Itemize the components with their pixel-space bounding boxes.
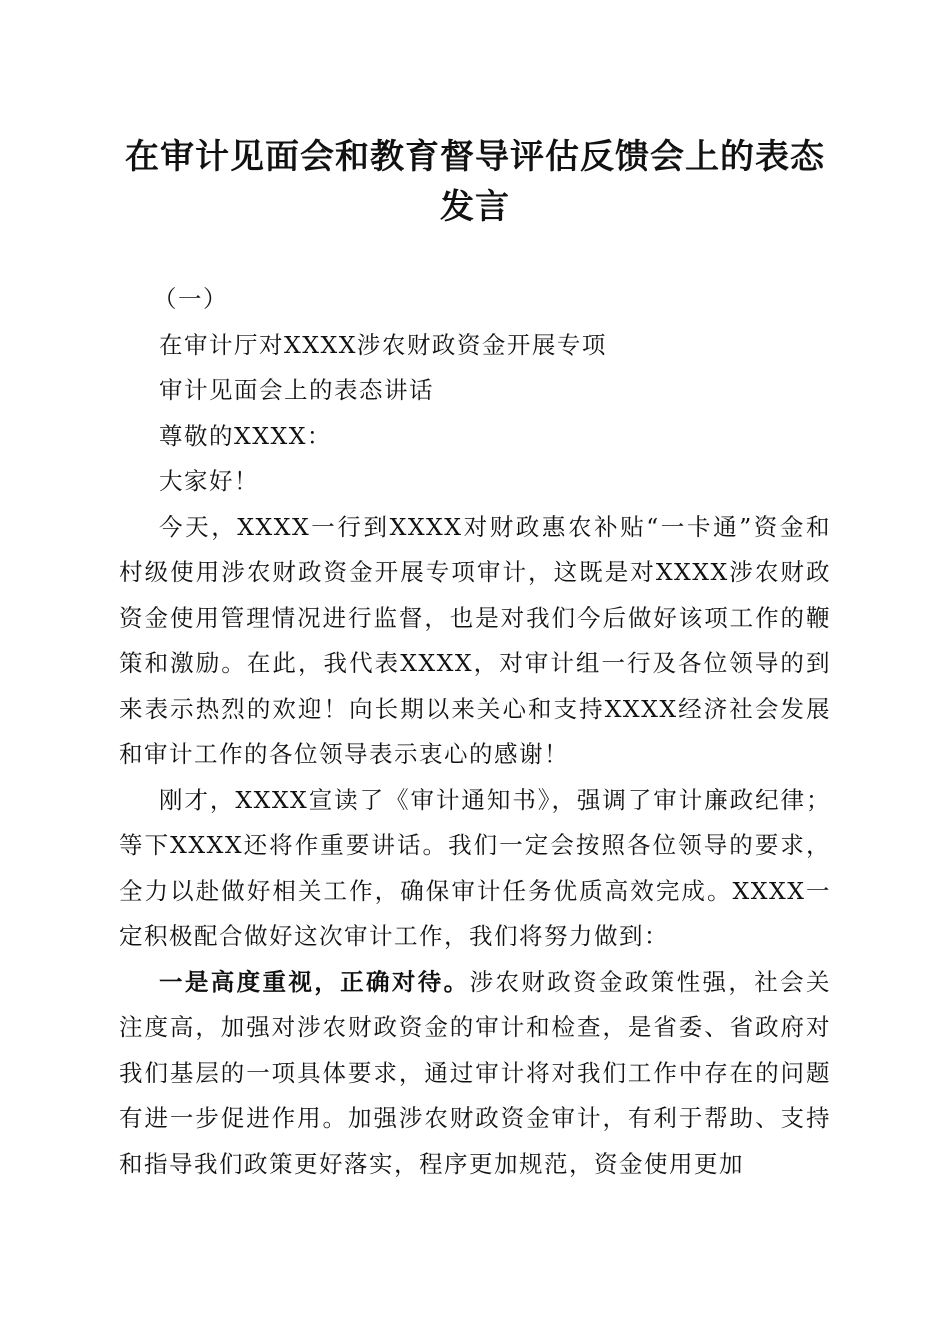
title-line-1: 在审计见面会和教育督导评估反馈会上的表态	[125, 137, 825, 177]
paragraph-1: 今天，XXXX一行到XXXX对财政惠农补贴“一卡通”资金和村级使用涉农财政资金开展专项审计，这既是对XXXX涉农财政资金使用管理情况进行监督，也是对我们今后做好该项工作的鞭策和激励。在此，我代表XXXX，对审计组一行及各位领导的到来表示热烈的欢迎！向长期以来关心和支持XXXX经济社会发展和审计工作的各位领导表示衷心的感谢！	[119, 512, 831, 768]
document-body	[119, 277, 831, 1187]
subtitle-line-1: 在审计厅对XXXX涉农财政资金开展专项	[159, 330, 607, 359]
title-line-2: 发言	[440, 187, 510, 227]
subtitle-line-2: 审计见面会上的表态讲话	[159, 376, 434, 404]
salutation: 尊敬的XXXX：	[159, 421, 332, 450]
paragraph-2: 刚才，XXXX宣读了《审计通知书》，强调了审计廉政纪律；等下XXXX还将作重要讲话。我们一定会按照各位领导的要求，全力以赴做好相关工作，确保审计任务优质高效完成。XXXX一定积极配合做好这次审计工作，我们将努力做到：	[119, 785, 831, 950]
greeting: 大家好！	[159, 467, 259, 495]
paragraph-3-text: 涉农财政资金政策性强，社会关注度高，加强对涉农财政资金的审计和检查，是省委、省政府对我们基层的一项具体要求，通过审计将对我们工作中存在的问题有进一步促进作用。加强涉农财政资金审计，有利于帮助、支持和指导我们政策更好落实，程序更加规范，资金使用更加	[119, 967, 832, 1178]
paragraph-3-lead: 一是高度重视，正确对待。	[159, 967, 470, 996]
paragraph-3	[119, 960, 831, 1188]
document-title	[100, 132, 850, 232]
section-marker: （一）	[153, 285, 228, 313]
